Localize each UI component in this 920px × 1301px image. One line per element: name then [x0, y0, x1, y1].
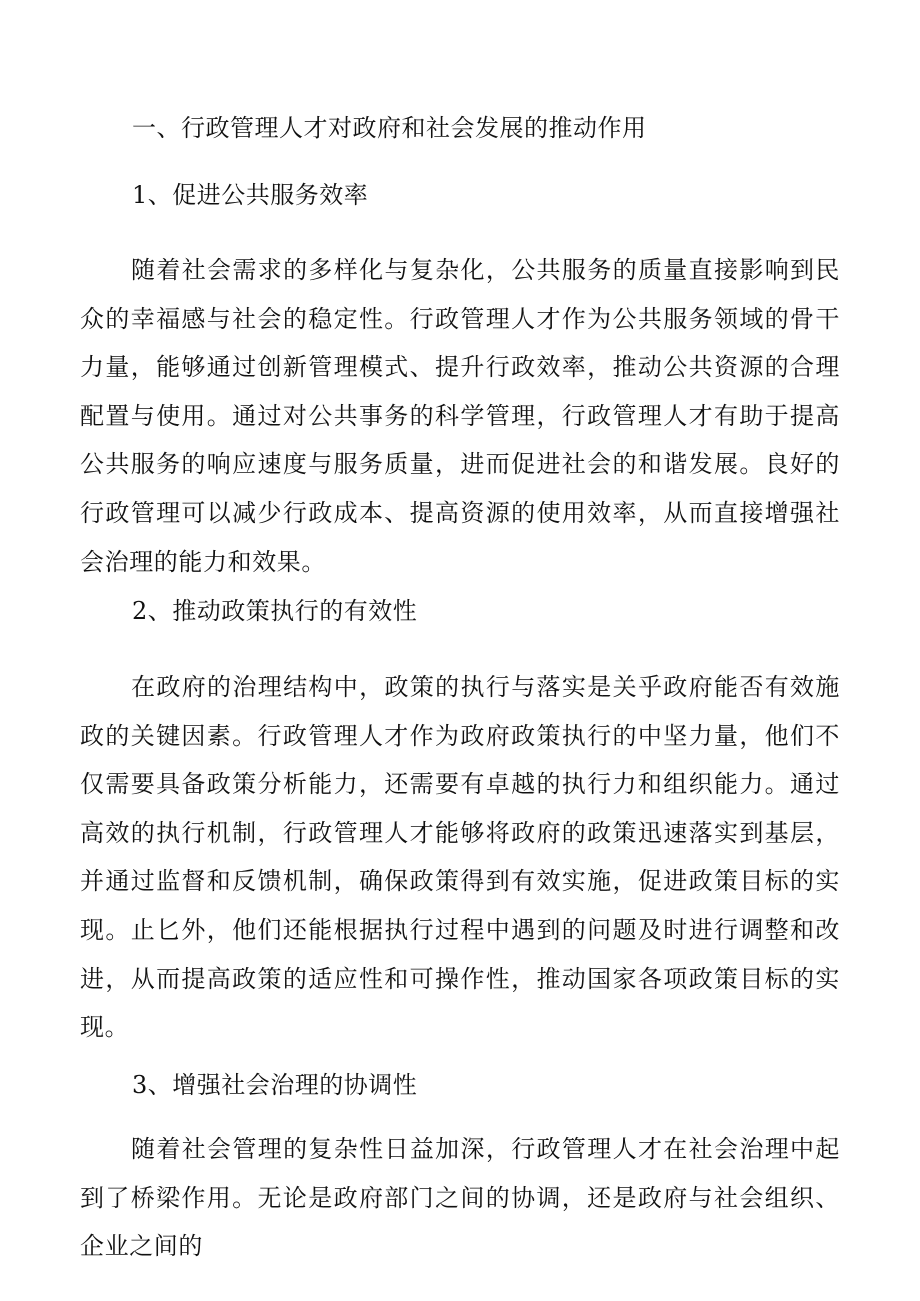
section-paragraph-3: 随着社会管理的复杂性日益加深，行政管理人才在社会治理中起到了桥梁作用。无论是政府部门之间的协调，还是政府与社会组织、企业之间的 [80, 1135, 840, 1261]
section-heading-2: 2、推动政策执行的有效性 [132, 597, 418, 625]
section-heading-main: 一、行政管理人才对政府和社会发展的推动作用 [132, 114, 647, 142]
section-paragraph-1: 随着社会需求的多样化与复杂化，公共服务的质量直接影响到民众的幸福感与社会的稳定性。行政管理人才作为公共服务领域的骨干力量，能够通过创新管理模式、提升行政效率，推动公共资源的合理配置与使用。通过对公共事务的科学管理，行政管理人才有助于提高公共服务的响应速度与服务质量，进而促进社会的和谐发展。良好的行政管理可以减少行政成本、提高资源的使用效率，从而直接增强社会治理的能力和效果。 [80, 256, 840, 576]
section-heading-3: 3、增强社会治理的协调性 [132, 1071, 418, 1099]
section-heading-1: 1、促进公共服务效率 [132, 181, 369, 209]
section-paragraph-2: 在政府的治理结构中，政策的执行与落实是关乎政府能否有效施政的关键因素。行政管理人才作为政府政策执行的中坚力量，他们不仅需要具备政策分析能力，还需要有卓越的执行力和组织能力。通过高效的执行机制，行政管理人才能够将政府的政策迅速落实到基层，并通过监督和反馈机制，确保政策得到有效实施，促进政策目标的实现。止匕外，他们还能根据执行过程中遇到的问题及时进行调整和改进，从而提高政策的适应性和可操作性，推动国家各项政策目标的实现。 [80, 673, 840, 1042]
